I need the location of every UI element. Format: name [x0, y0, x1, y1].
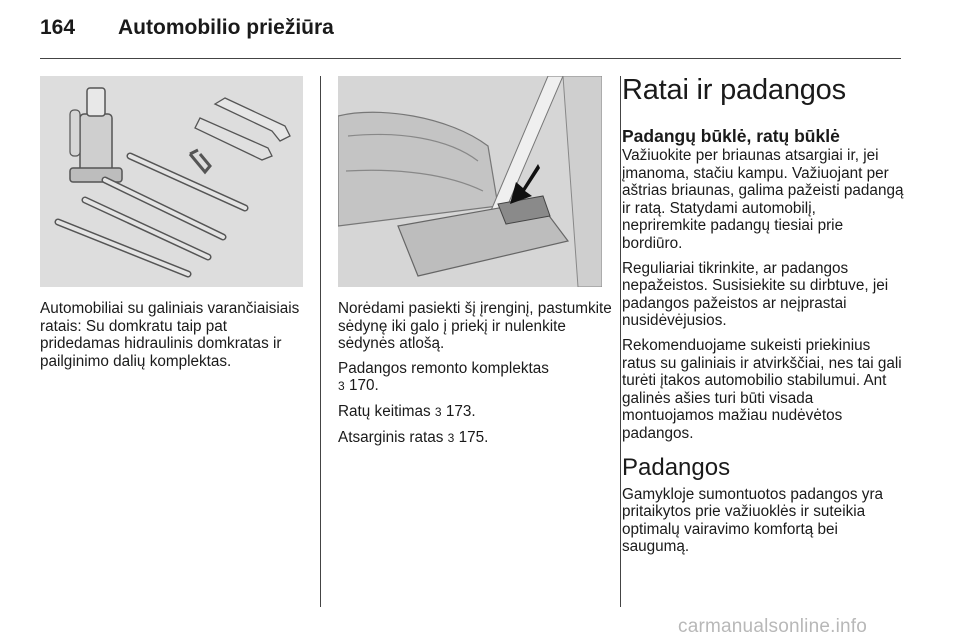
tyres-p1: Gamykloje sumontuotos padangos yra pritaikytos prie važiuoklės ir suteikia optimalų vairavimo komfortą bei saugumą. — [622, 485, 884, 556]
column-1 — [40, 300, 310, 377]
header-rule — [40, 58, 901, 59]
section-title: Ratai ir padangos — [622, 74, 846, 106]
ref-spare-wheel — [338, 429, 613, 448]
chapter-title: Automobilio priežiūra — [118, 16, 334, 39]
page-number: 164 — [40, 16, 76, 39]
ref-spare-wheel-text: Atsarginis ratas — [338, 428, 444, 446]
jack-caption: Automobiliai su galiniais varančiaisiais ratais: Su domkratu taip pat pridedamas hidraulinis domkratas ir pailginimo dalių komplektas. — [40, 300, 300, 370]
tyre-condition-p2: Reguliariai tikrinkite, ar padangos nepažeistos. Susisiekite su dirbtuve, jei padangos pažeistos ar neįprastai nusidėvėjusios. — [622, 259, 889, 330]
access-instructions: Norėdami pasiekti šį įrenginį, pastumkite sėdynę iki galo į priekį ir nulenkite sėdynės atlošą. — [338, 300, 612, 353]
ref-repair-kit — [338, 360, 613, 396]
jack-and-tools-figure — [40, 76, 303, 287]
tyre-condition-p1: Važiuokite per briaunas atsargiai ir, jei įmanoma, stačiu kampu. Važiuojant per aštrias briaunas, galima pažeisti padangą ir ratą. Statydami automobilį, nepriremkite padangų tiesiai prie bordiūro. — [622, 147, 904, 252]
watermark: carmanualsonline.info — [678, 616, 868, 637]
seat-storage-figure — [338, 76, 602, 287]
ref-repair-kit-text: Padangos remonto komplektas — [338, 359, 549, 377]
page-ref-icon: 3 — [447, 430, 455, 445]
column-divider-left — [320, 76, 321, 607]
ref-wheel-change — [338, 403, 613, 422]
page-ref-icon: 3 — [434, 404, 442, 419]
ref-spare-wheel-page[interactable]: 175. — [458, 428, 489, 446]
seat-storage-illustration-icon — [338, 76, 602, 287]
ref-repair-kit-page[interactable]: 170. — [348, 377, 379, 395]
column-2 — [338, 300, 613, 454]
tyre-condition-p3: Rekomenduojame sukeisti priekinius ratus su galiniais ir atvirkščiai, nes tai gali turėti įtakos automobilio stabilumui. Ant galinės ašies turi būti visada montuojamos mažiau nudėvėtos padangos. — [622, 336, 902, 442]
tyre-condition-heading: Padangų būklė, ratų būklė — [622, 126, 840, 146]
jack-and-tools-illustration-icon — [40, 76, 303, 287]
column-3 — [622, 126, 904, 563]
ref-wheel-change-text: Ratų keitimas — [338, 402, 431, 420]
ref-wheel-change-page[interactable]: 173. — [445, 402, 476, 420]
page-ref-icon: 3 — [338, 379, 345, 394]
tyres-heading: Padangos — [622, 453, 731, 481]
column-divider-right — [620, 76, 621, 607]
